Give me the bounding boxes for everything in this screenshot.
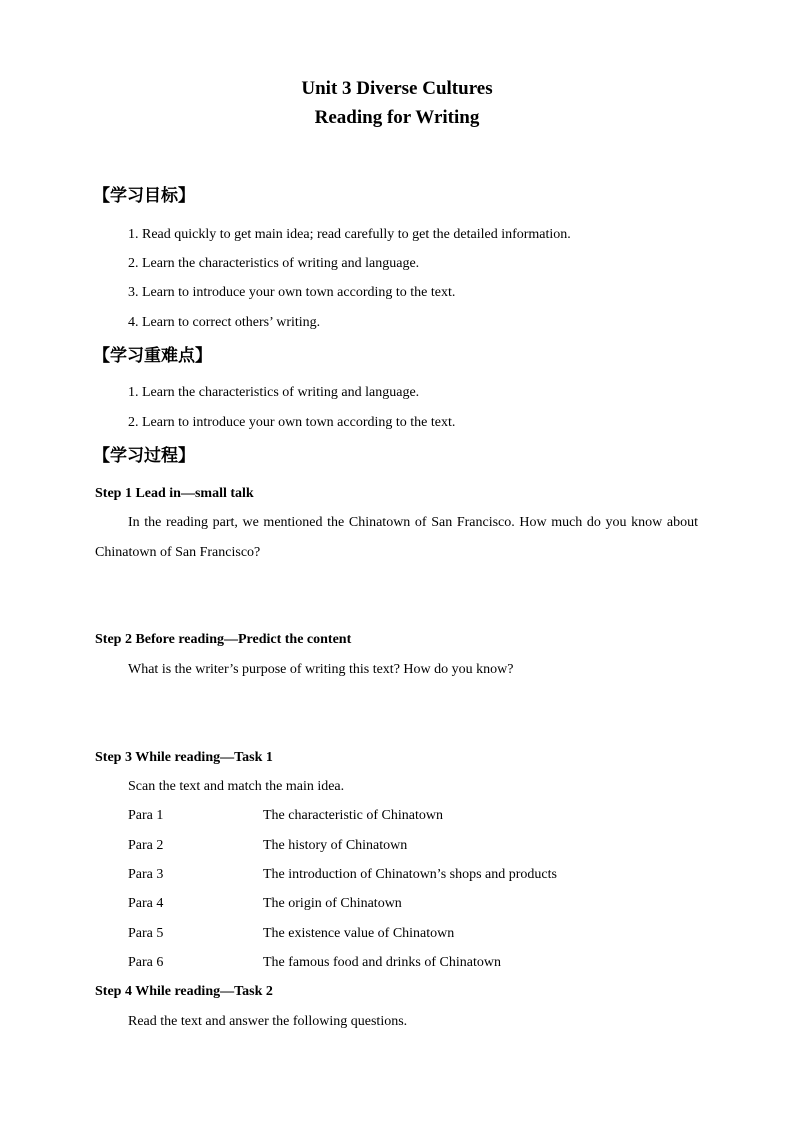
- objective-item: 4. Learn to correct others’ writing.: [128, 315, 321, 330]
- step1-text: In the reading part, we mentioned the Chinatown of San Francisco. How much do you know about Chinatown of San Francisco?: [95, 515, 698, 560]
- para-main-idea: The characteristic of Chinatown: [263, 808, 443, 823]
- para-label: Para 3: [128, 867, 164, 882]
- objective-item: 1. Read quickly to get main idea; read carefully to get the detailed information.: [128, 227, 571, 242]
- step1-heading: Step 1 Lead in—small talk: [95, 486, 254, 501]
- step3-instruction: Scan the text and match the main idea.: [128, 779, 345, 794]
- para-label: Para 6: [128, 955, 164, 970]
- para-main-idea: The history of Chinatown: [263, 838, 408, 853]
- step2-heading: Step 2 Before reading—Predict the content: [95, 632, 352, 647]
- step3-heading: Step 3 While reading—Task 1: [95, 750, 273, 765]
- para-label: Para 2: [128, 838, 164, 853]
- objective-item: 2. Learn the characteristics of writing and language.: [128, 256, 420, 271]
- step4-instruction: Read the text and answer the following questions.: [128, 1014, 408, 1029]
- para-main-idea: The famous food and drinks of Chinatown: [263, 955, 501, 970]
- section-key-points-heading: 【学习重难点】: [93, 346, 212, 366]
- step4-heading: Step 4 While reading—Task 2: [95, 984, 273, 999]
- para-label: Para 5: [128, 926, 164, 941]
- objective-item: 3. Learn to introduce your own town according to the text.: [128, 285, 456, 300]
- key-point-item: 2. Learn to introduce your own town according to the text.: [128, 415, 456, 430]
- document-title: Unit 3 Diverse Cultures: [301, 78, 493, 99]
- para-main-idea: The introduction of Chinatown’s shops and products: [263, 867, 557, 882]
- key-point-item: 1. Learn the characteristics of writing and language.: [128, 385, 420, 400]
- section-process-heading: 【学习过程】: [93, 446, 195, 466]
- document-subtitle: Reading for Writing: [314, 107, 480, 128]
- step2-text: What is the writer’s purpose of writing this text? How do you know?: [128, 662, 514, 677]
- section-objectives-heading: 【学习目标】: [93, 186, 195, 206]
- para-label: Para 1: [128, 808, 164, 823]
- para-main-idea: The existence value of Chinatown: [263, 926, 455, 941]
- para-label: Para 4: [128, 896, 164, 911]
- para-main-idea: The origin of Chinatown: [263, 896, 402, 911]
